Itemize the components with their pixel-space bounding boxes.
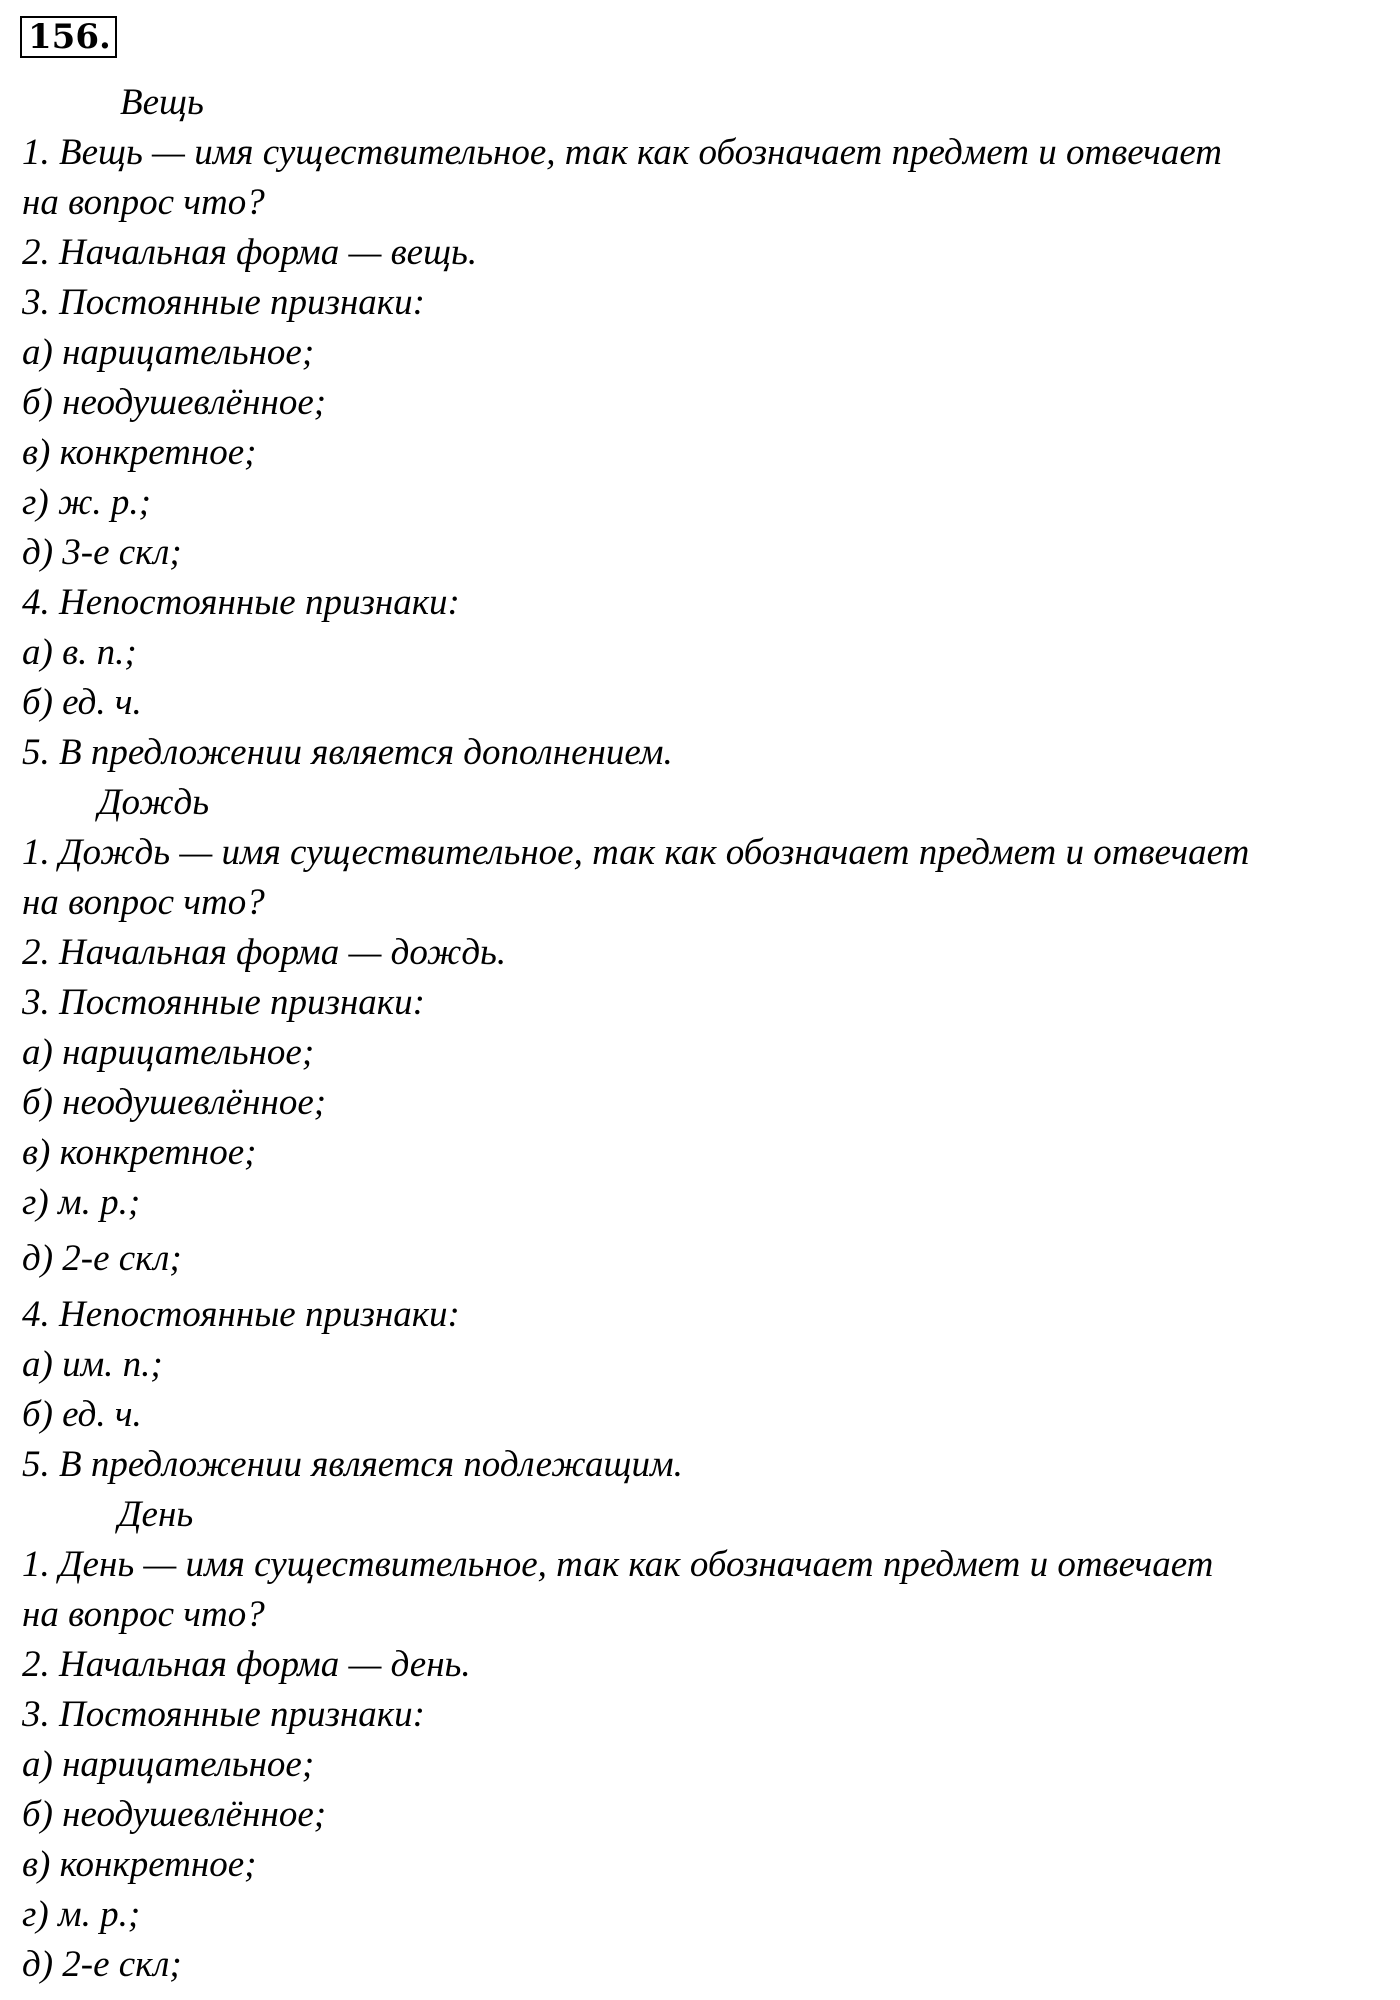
text-line: в) конкретное;	[22, 1132, 257, 1173]
text-line: 3. Постоянные признаки:	[22, 1694, 425, 1735]
section-dozhd	[22, 778, 1382, 1490]
text-line: 1. Вещь — имя существительное, так как обозначает предмет и отвечает	[22, 132, 1222, 173]
text-line: в) конкретное;	[22, 1844, 257, 1885]
text-line: в) конкретное;	[22, 432, 257, 473]
text-line: б) ед. ч.	[22, 1394, 142, 1435]
text-line: 2. Начальная форма — день.	[22, 1644, 471, 1685]
text-line: 4. Непостоянные признаки:	[22, 1294, 460, 1335]
text-line: 2. Начальная форма — вещь.	[22, 232, 478, 273]
section-den	[22, 1490, 1382, 1990]
text-line: 3. Постоянные признаки:	[22, 982, 425, 1023]
text-line: 5. В предложении является дополнением.	[22, 732, 673, 773]
text-line: 4. Непостоянные признаки:	[22, 582, 460, 623]
text-line: б) неодушевлённое;	[22, 1794, 327, 1835]
task-number: 156.	[20, 16, 117, 58]
text-line: д) 3-е скл;	[22, 532, 182, 573]
text-line: д) 2-е скл;	[22, 1944, 182, 1985]
section-heading: День	[118, 1494, 194, 1535]
text-line: 3. Постоянные признаки:	[22, 282, 425, 323]
section-heading: Дождь	[98, 782, 210, 823]
text-line: 5. В предложении является подлежащим.	[22, 1444, 683, 1485]
text-line: б) ед. ч.	[22, 682, 142, 723]
parsing-text	[22, 78, 1382, 1990]
text-line: на вопрос что?	[22, 182, 265, 223]
text-line: г) ж. р.;	[22, 482, 151, 523]
section-heading: Вещь	[120, 82, 204, 123]
text-line: г) м. р.;	[22, 1894, 141, 1935]
text-line: д) 2-е скл;	[22, 1238, 182, 1279]
text-line: на вопрос что?	[22, 882, 265, 923]
text-line: г) м. р.;	[22, 1182, 141, 1223]
text-line: а) нарицательное;	[22, 332, 315, 373]
text-line: 2. Начальная форма — дождь.	[22, 932, 507, 973]
text-line: 1. День — имя существительное, так как обозначает предмет и отвечает	[22, 1544, 1214, 1585]
section-veshch	[22, 78, 1382, 778]
text-line: б) неодушевлённое;	[22, 1082, 327, 1123]
text-line: а) нарицательное;	[22, 1032, 315, 1073]
text-line: а) им. п.;	[22, 1344, 163, 1385]
text-line: на вопрос что?	[22, 1594, 265, 1635]
text-line: б) неодушевлённое;	[22, 382, 327, 423]
text-line: 1. Дождь — имя существительное, так как обозначает предмет и отвечает	[22, 832, 1250, 873]
text-line: а) в. п.;	[22, 632, 137, 673]
text-line: а) нарицательное;	[22, 1744, 315, 1785]
